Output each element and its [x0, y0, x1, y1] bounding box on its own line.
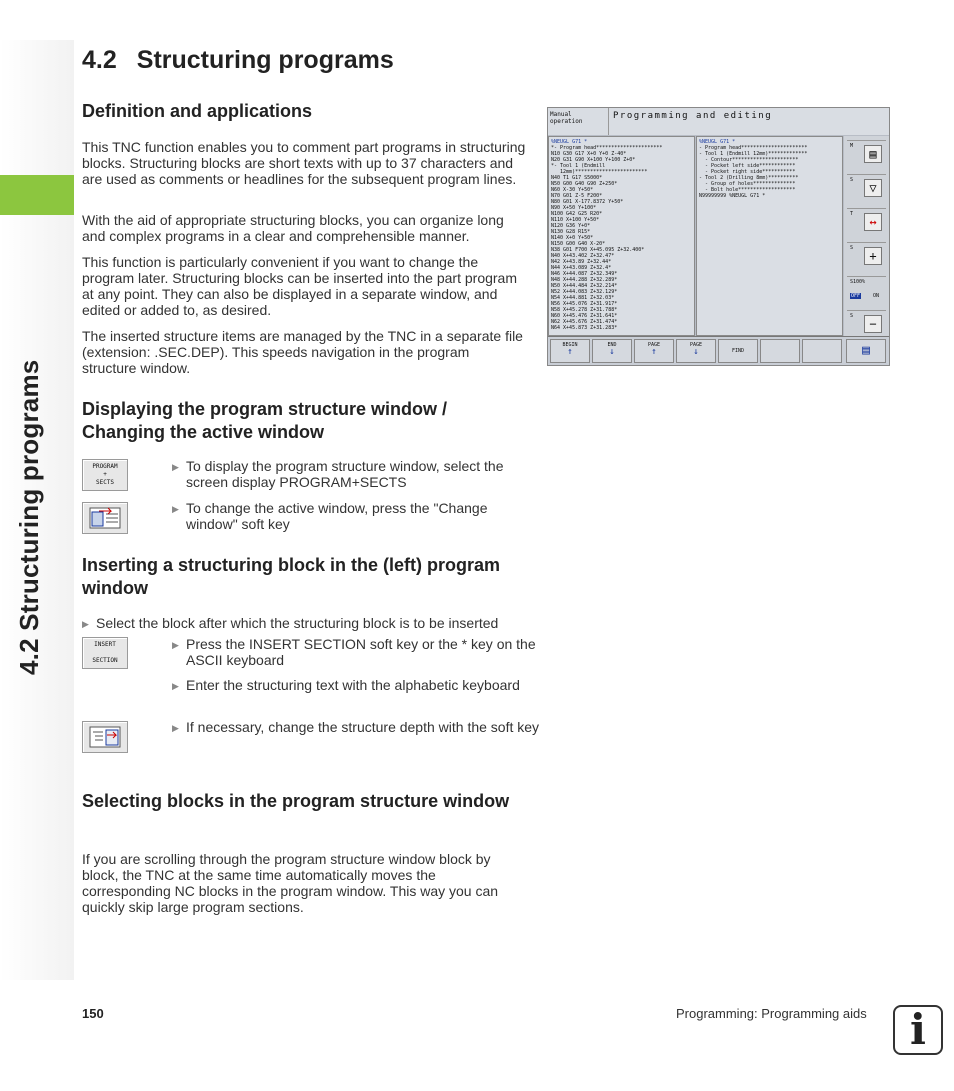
program-line: N54 X+44.881 Z+32.03* — [551, 295, 615, 301]
insert-step-2: ▶ Enter the structuring text with the alphabetic keyboard — [172, 677, 541, 693]
program-line: - Tool 2 (Drilling 8mm)********** — [699, 175, 799, 181]
program-line: N150 G00 G40 X-20* — [551, 241, 606, 247]
program-line: N48 X+44.288 Z+32.289* — [551, 277, 618, 283]
spindle-icon: ▽ — [864, 179, 882, 197]
program-line: N52 X+44.083 Z+32.129* — [551, 289, 618, 295]
softkey-page-up[interactable]: PAGE ↑ — [634, 339, 674, 363]
horizontal-softkey-bar — [548, 336, 889, 366]
softkey-begin[interactable]: BEGIN ↑ — [550, 339, 590, 363]
section-title-display: Displaying the program structure window / Changing the active window — [82, 399, 448, 442]
vertical-softkey-bar — [844, 136, 889, 336]
program-line: N10 G30 G17 X+0 Y+0 Z-40* — [551, 151, 627, 157]
program-line: - Pocket right side*********** — [699, 169, 796, 175]
program-line: - Tool 1 (Endmill 12mm)************* — [699, 151, 808, 157]
program-line: N60 X+45.476 Z+31.641* — [551, 313, 618, 319]
structure-depth-key[interactable] — [82, 721, 128, 753]
program-line: N56 X+45.076 Z+31.917* — [551, 301, 618, 307]
change-window-icon — [89, 507, 121, 529]
softkey-page-down[interactable]: PAGE ↓ — [676, 339, 716, 363]
softkey-s-minus[interactable]: S − — [847, 310, 886, 337]
program-line: N70 G01 Z-5 F200* — [551, 193, 603, 199]
program-line: 12mm)************************ — [551, 169, 648, 175]
definition-paragraph-2: With the aid of appropriate structuring blocks, you can organize long and complex programs in a clear and comprehensible manner. — [82, 212, 504, 244]
screen-title: Programming and editing — [608, 108, 889, 135]
program-line: N50 G00 G40 G90 Z+250* — [551, 181, 618, 187]
program-line: N80 G01 X-177.8372 Y+50* — [551, 199, 624, 205]
program-line: N120 G36 Y+0* — [551, 223, 591, 229]
program-line: N110 X+100 Y+50* — [551, 217, 600, 223]
section-title-insert: Inserting a structuring block in the (left) program window — [82, 555, 501, 598]
program-line: N40 X+43.402 Z+32.47* — [551, 253, 615, 259]
insert-step-3: ▶ If necessary, change the structure depth with the soft key — [172, 719, 541, 735]
arrow-up-icon: ↑ — [651, 347, 657, 357]
insert-section-key[interactable]: INSERT SECTION — [82, 637, 128, 669]
program-line: N38 G01 F700 X+45.095 Z+32.400* — [551, 247, 645, 253]
program-line: N50 X+44.484 Z+32.214* — [551, 283, 618, 289]
program-line: N20 G31 G90 X+100 Y+100 Z+0* — [551, 157, 636, 163]
program-line: N62 X+45.676 Z+31.474* — [551, 319, 618, 325]
program-line: N46 X+44.087 Z+32.349* — [551, 271, 618, 277]
section-title-selecting: Selecting blocks in the program structure window — [82, 791, 510, 811]
program-line: %NEUGL G71 * — [551, 139, 588, 145]
definition-paragraph-1: This TNC function enables you to comment part programs in structuring blocks. Structuring blocks are short texts with up to 37 characters and are used as comments or headlines for the subsequent program lines. — [82, 139, 526, 187]
softkey-s-plus[interactable]: S + — [847, 242, 886, 269]
program-line: - Program head********************** — [699, 145, 808, 151]
arrow-up-icon: ↑ — [567, 347, 573, 357]
definition-paragraph-4: The inserted structure items are managed by the TNC in a separate file (extension: .SEC.DEP). This speeds navigation in the program structure window. — [82, 328, 523, 376]
display-step-1: ▶ To display the program structure window, select the screen display PROGRAM+SECTS — [172, 458, 541, 490]
selecting-paragraph: If you are scrolling through the program structure window block by block, the TNC at the same time automatically moves the corresponding NC blocks in the program window. This way you can quickly skip large program sections. — [82, 851, 499, 915]
insert-step-1: ▶ Press the INSERT SECTION soft key or the * key on the ASCII keyboard — [172, 636, 541, 668]
plus-icon: + — [864, 247, 882, 265]
softkey-m[interactable]: M ▤ — [847, 140, 886, 167]
page-number: 150 — [82, 1006, 104, 1021]
program-line: N140 X+0 Y+50* — [551, 235, 594, 241]
info-icon: i — [893, 1005, 943, 1055]
footer-chapter: Programming: Programming aids — [676, 1006, 867, 1021]
arrow-down-icon: ↓ — [693, 347, 699, 357]
softkey-change-window[interactable] — [846, 339, 886, 363]
page-title: 4.2 Structuring programs — [82, 46, 394, 74]
program-line: N100 G42 G25 R20* — [551, 211, 603, 217]
softkey-end[interactable]: END ↓ — [592, 339, 632, 363]
display-step-2: ▶ To change the active window, press the "Change window" soft key — [172, 500, 541, 532]
program-line: - Group of holes************** — [699, 181, 796, 187]
program-line: - Pocket left side************ — [699, 163, 796, 169]
softkey-s[interactable]: S ▽ — [847, 174, 886, 201]
side-tab-marker — [0, 175, 74, 215]
program-line: *- Tool 1 (Endmill — [551, 163, 606, 169]
softkey-empty-2[interactable] — [802, 339, 842, 363]
softkey-empty-1[interactable] — [760, 339, 800, 363]
program-line: - Bolt hole******************* — [699, 187, 796, 193]
program-line: N60 X-30 Y+50* — [551, 187, 594, 193]
definition-paragraph-3: This function is particularly convenient if you want to change the program later. Structuring blocks can be inserted into the part program at any point. They can also be displayed in a separate window, and edited or added to, as desired. — [82, 254, 517, 318]
machine-icon: ▤ — [864, 145, 882, 163]
minus-icon: − — [864, 315, 882, 333]
structure-depth-icon — [89, 726, 121, 748]
softkey-override[interactable]: S100% OFF ON — [847, 276, 886, 303]
program-sects-key[interactable]: PROGRAM + SECTS — [82, 459, 128, 491]
program-line: %NEUGL G71 * — [699, 139, 736, 145]
softkey-t[interactable]: T ↔ — [847, 208, 886, 235]
program-structure-window — [696, 136, 843, 336]
softkey-find[interactable]: FIND — [718, 339, 758, 363]
program-line: - Contour********************** — [699, 157, 799, 163]
program-line: N40 T1 G17 S5000* — [551, 175, 603, 181]
program-line: N99999999 %NEUGL G71 * — [699, 193, 766, 199]
insert-step-0: ▶ Select the block after which the structuring block is to be inserted — [82, 615, 541, 631]
screen-mode-label: Manual operation — [548, 108, 608, 135]
program-line: N64 X+45.873 Z+31.283* — [551, 325, 618, 331]
program-line: *- Program head********************** — [551, 145, 663, 151]
program-line: N42 X+43.89 Z+32.44* — [551, 259, 612, 265]
section-title-definition: Definition and applications — [82, 101, 313, 121]
program-line: N44 X+43.089 Z+32.4* — [551, 265, 612, 271]
arrow-down-icon: ↓ — [609, 347, 615, 357]
program-window — [548, 136, 695, 336]
change-window-icon: ▤ — [862, 343, 870, 358]
tool-icon: ↔ — [864, 213, 882, 231]
program-line: N130 G28 R15* — [551, 229, 591, 235]
tnc-screenshot — [547, 107, 890, 366]
change-window-key[interactable] — [82, 502, 128, 534]
program-line: N90 X+50 Y+100* — [551, 205, 597, 211]
program-line: N58 X+45.278 Z+31.788* — [551, 307, 618, 313]
